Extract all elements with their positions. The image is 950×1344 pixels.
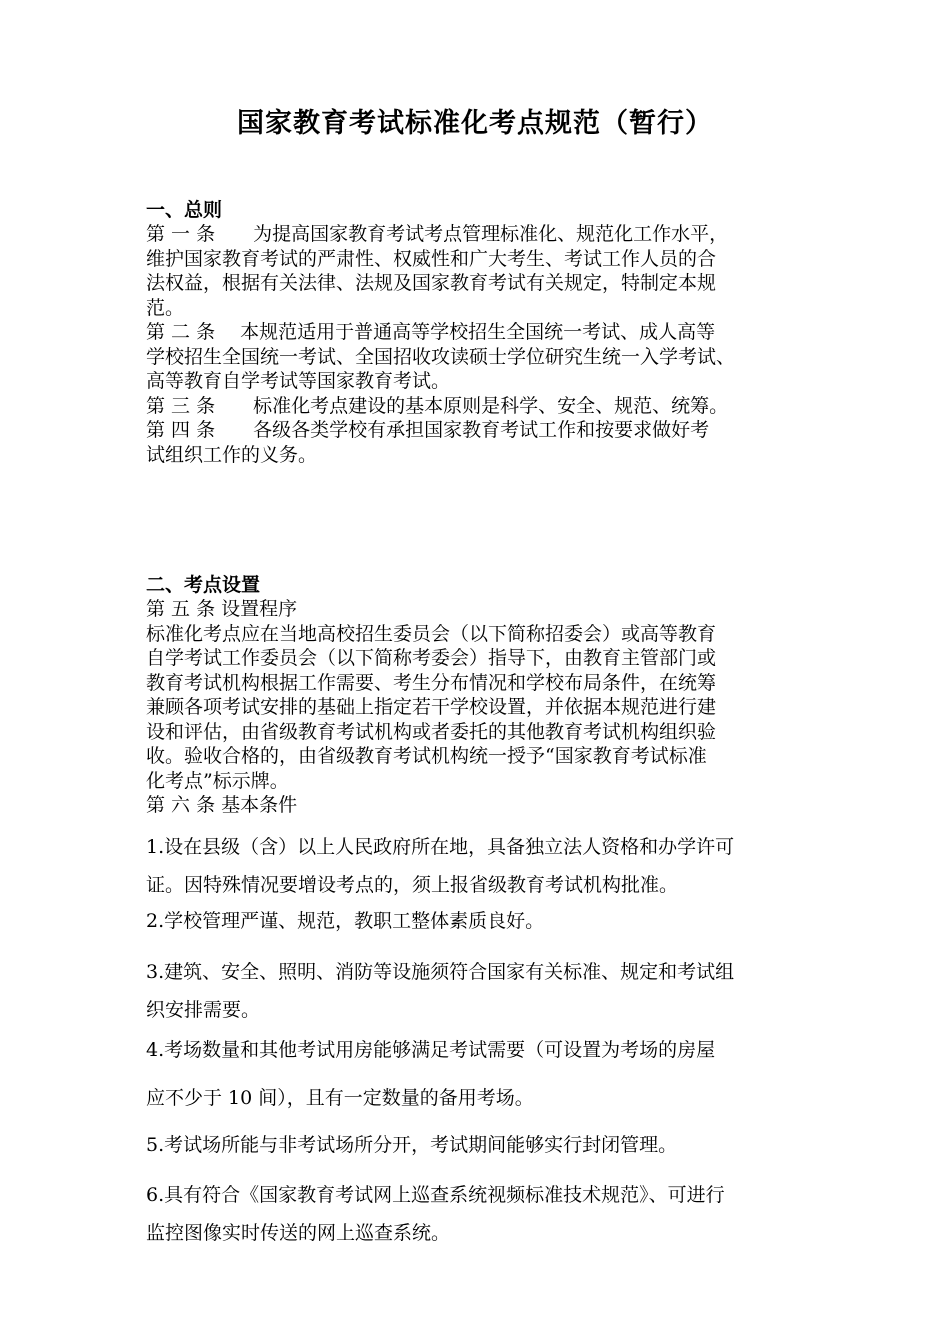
text-line: 标准化考点应在当地高校招生委员会（以下简称招委会）或高等教育	[146, 622, 717, 645]
text-line: 自学考试工作委员会（以下简称考委会）指导下，由教育主管部门或	[146, 647, 717, 669]
text-line: 第 一 条 为提高国家教育考试考点管理标准化、规范化工作水平，	[146, 223, 729, 245]
text-line: 兼顾各项考试安排的基础上指定若干学校设置，并依据本规范进行建	[146, 696, 717, 718]
text-line: 2.学校管理严谨、规范，教职工整体素质良好。	[146, 910, 545, 932]
text-line: 应不少于 10 间），且有一定数量的备用考场。	[146, 1087, 534, 1109]
text-line: 1.设在县级（含）以上人民政府所在地，具备独立法人资格和办学许可	[146, 836, 735, 858]
text-line: 教育考试机构根据工作需要、考生分布情况和学校布局条件，在统筹	[146, 671, 717, 694]
list-item	[146, 1026, 715, 1122]
list-item	[146, 902, 544, 940]
text-line: 维护国家教育考试的严肃性、权威性和广大考生、考试工作人员的合	[146, 247, 717, 270]
section-body	[146, 597, 836, 818]
section-heading: 二、考点设置	[146, 574, 261, 596]
text-line: 法权益，根据有关法律、法规及国家教育考试有关规定，特制定本规	[146, 272, 717, 294]
article-subheading: 第 六 条 基本条件	[146, 794, 298, 816]
list-item	[146, 953, 734, 1029]
text-line: 高等教育自学考试等国家教育考试。	[146, 370, 451, 392]
section-exam-site-setup	[146, 573, 836, 818]
text-line: 4.考场数量和其他考试用房能够满足考试需要（可设置为考场的房屋	[146, 1039, 716, 1061]
text-line: 第 三 条 标准化考点建设的基本原则是科学、安全、规范、统筹。	[146, 394, 729, 417]
text-line: 试组织工作的义务。	[146, 443, 318, 466]
section-general-provisions	[146, 198, 836, 467]
text-line: 监控图像实时传送的网上巡查系统。	[146, 1222, 451, 1244]
text-line: 5.考试场所能与非考试场所分开，考试期间能够实行封闭管理。	[146, 1134, 678, 1156]
document-title: 国家教育考试标准化考点规范（暂行）	[237, 108, 713, 139]
text-line: 设和评估，由省级教育考试机构或者委托的其他教育考试机构组织验	[146, 720, 717, 743]
text-line: 收。验收合格的，由省级教育考试机构统一授予“国家教育考试标准	[146, 745, 707, 767]
text-line: 6.具有符合《国家教育考试网上巡查系统视频标准技术规范》、可进行	[146, 1184, 725, 1206]
section-heading: 一、总则	[146, 199, 223, 221]
article-subheading: 第 五 条 设置程序	[146, 598, 298, 620]
text-line: 范。	[146, 296, 185, 319]
text-line: 第 二 条 本规范适用于普通高等学校招生全国统一考试、成人高等	[146, 321, 716, 343]
text-line: 织安排需要。	[146, 999, 261, 1021]
text-line: 化考点”标示牌。	[146, 769, 289, 792]
text-line: 第 四 条 各级各类学校有承担国家教育考试工作和按要求做好考	[146, 419, 710, 441]
text-line: 3.建筑、安全、照明、消防等设施须符合国家有关标准、规定和考试组	[146, 961, 735, 983]
list-item	[146, 828, 734, 904]
text-line: 学校招生全国统一考试、全国招收攻读硕士学位研究生统一入学考试、	[146, 345, 736, 368]
list-item	[146, 1176, 725, 1252]
section-body	[146, 222, 836, 467]
text-line: 证。因特殊情况要增设考点的，须上报省级教育考试机构批准。	[146, 874, 679, 896]
list-item	[146, 1126, 677, 1164]
